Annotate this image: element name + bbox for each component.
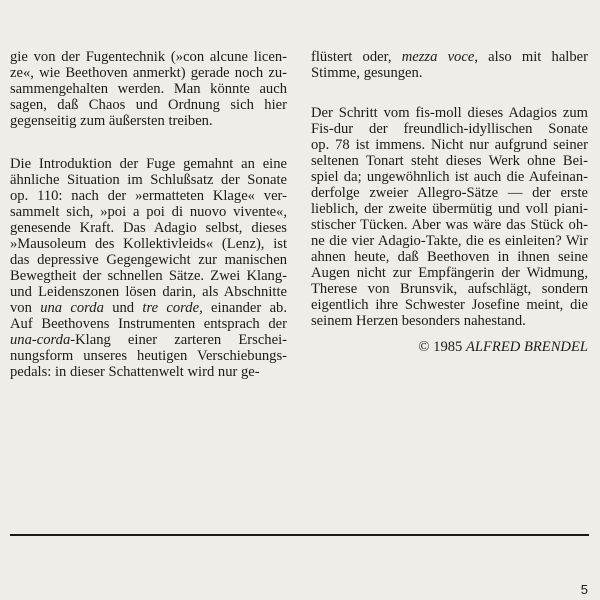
paragraph xyxy=(311,105,588,329)
text-line xyxy=(10,348,287,364)
text-segment: sammengehalten werden. Man könnte auch xyxy=(10,81,287,97)
text-line xyxy=(10,364,287,380)
text-line xyxy=(311,153,588,169)
text-line xyxy=(10,156,287,172)
text-line xyxy=(10,188,287,204)
text-line xyxy=(10,49,287,65)
text-line xyxy=(311,185,588,201)
text-line xyxy=(311,217,588,233)
text-line xyxy=(10,268,287,284)
right-text-column xyxy=(311,49,588,329)
text-segment: nungsform unseres heutigen Verschiebungs- xyxy=(10,348,287,364)
text-line xyxy=(10,316,287,332)
text-segment: eigentlich ihre Schwester Josefine meint, die xyxy=(311,297,588,313)
text-line xyxy=(10,113,287,129)
left-text-column xyxy=(10,49,287,380)
text-line xyxy=(311,313,588,329)
text-segment: stischer Tücken. Aber was wäre das Stück oh- xyxy=(311,217,588,233)
text-segment: gegenseitig zum äußersten treiben. xyxy=(10,113,213,129)
text-line xyxy=(311,297,588,313)
copyright-year: © 1985 xyxy=(418,339,466,355)
text-segment: Die Introduktion der Fuge gemahnt an eine xyxy=(10,156,287,172)
paragraph-spacer xyxy=(10,129,287,145)
paragraph-spacer xyxy=(10,145,287,156)
text-line xyxy=(10,97,287,113)
italic-text: mezza voce xyxy=(401,49,475,65)
text-segment: Therese von Brunsvik, aufschlägt, sondern xyxy=(311,281,588,297)
text-segment: ze«, wie Beethoven anmerkt) gerade noch zu- xyxy=(10,65,287,81)
text-line xyxy=(10,252,287,268)
text-segment: sammelt sich, »poi a poi di nuovo vivente«, xyxy=(10,204,287,220)
text-segment: op. 78 ist immens. Nicht nur aufgrund seiner xyxy=(311,137,588,153)
horizontal-rule xyxy=(10,534,589,536)
text-line xyxy=(311,105,588,121)
text-segment: flüstert oder, xyxy=(311,49,402,65)
text-line xyxy=(10,220,287,236)
text-line xyxy=(10,300,287,316)
text-segment: pedals: in dieser Schattenwelt wird nur ge- xyxy=(10,364,260,380)
text-segment: seinem Herzen besonders nahestand. xyxy=(311,313,526,329)
text-line xyxy=(311,281,588,297)
text-line xyxy=(311,49,588,65)
paragraph-spacer xyxy=(311,97,588,105)
text-line xyxy=(311,121,588,137)
italic-text: una corda xyxy=(40,300,104,316)
text-segment: Der Schritt vom fis-moll dieses Adagios zum xyxy=(311,105,588,121)
text-segment: genesende Kraft. Das Adagio selbst, dieses xyxy=(10,220,287,236)
text-line xyxy=(311,233,588,249)
text-line xyxy=(311,65,588,81)
text-segment: op. 110: nach der »ermatteten Klage« ver- xyxy=(10,188,287,204)
text-segment: Stimme, gesungen. xyxy=(311,65,423,81)
text-segment: das depressive Gegengewicht zur manischen xyxy=(10,252,287,268)
text-line xyxy=(10,332,287,348)
paragraph xyxy=(10,49,287,129)
text-line xyxy=(10,284,287,300)
text-line xyxy=(10,172,287,188)
text-line xyxy=(311,249,588,265)
text-segment: ähnliche Situation im Schlußsatz der Sonate xyxy=(10,172,287,188)
text-segment: , also mit halber xyxy=(474,49,588,65)
paragraph xyxy=(311,49,588,81)
text-line xyxy=(311,201,588,217)
text-segment: Fis-dur der freundlich-idyllischen Sonate xyxy=(311,121,588,137)
text-segment: ne die vier Adagio-Takte, die es einleiten? Wir xyxy=(311,233,588,249)
signature-block xyxy=(311,329,588,356)
text-line xyxy=(10,65,287,81)
text-line xyxy=(10,236,287,252)
text-segment: Bewegtheit der schnellen Sätze. Zwei Klang- xyxy=(10,268,287,284)
text-segment: ahnen heute, daß Beethoven in ihnen seine xyxy=(311,249,588,265)
text-segment: lieblich, der zweite übermütig und voll piani- xyxy=(311,201,588,217)
text-segment: seltenen Tonart steht dieses Werk ohne Bei- xyxy=(311,153,588,169)
paragraph xyxy=(10,156,287,380)
paragraph-spacer xyxy=(311,81,588,97)
text-segment: Auf Beethovens Instrumenten entsprach der xyxy=(10,316,287,332)
text-line xyxy=(10,81,287,97)
page-number: 5 xyxy=(580,582,588,597)
text-line xyxy=(311,137,588,153)
text-segment: »Mausoleum des Kollektivleids« (Lenz), ist xyxy=(10,236,287,252)
text-segment: und xyxy=(103,300,143,316)
text-segment: derfolge zweier Allegro-Sätze — der erste xyxy=(311,185,588,201)
author-name: ALFRED BRENDEL xyxy=(465,339,588,355)
text-segment: sagen, daß Chaos und Ordnung sich hier xyxy=(10,97,287,113)
text-segment: spiel da; ungewöhnlich ist auch die Aufeinan- xyxy=(311,169,588,185)
text-line xyxy=(10,204,287,220)
text-segment: Augen nicht zur Empfängerin der Widmung, xyxy=(311,265,588,281)
text-segment: -Klang einer zarteren Erschei- xyxy=(70,332,287,348)
text-segment: und Leidenszonen lösen darin, als Abschnitte xyxy=(10,284,287,300)
text-line xyxy=(311,265,588,281)
text-segment: gie von der Fugentechnik (»con alcune licen- xyxy=(10,49,287,65)
signature xyxy=(311,339,588,356)
text-line xyxy=(311,169,588,185)
text-segment: von xyxy=(10,300,41,316)
italic-text: una-corda xyxy=(10,332,71,348)
italic-text: tre corde xyxy=(142,300,200,316)
text-segment: , einander ab. xyxy=(199,300,287,316)
